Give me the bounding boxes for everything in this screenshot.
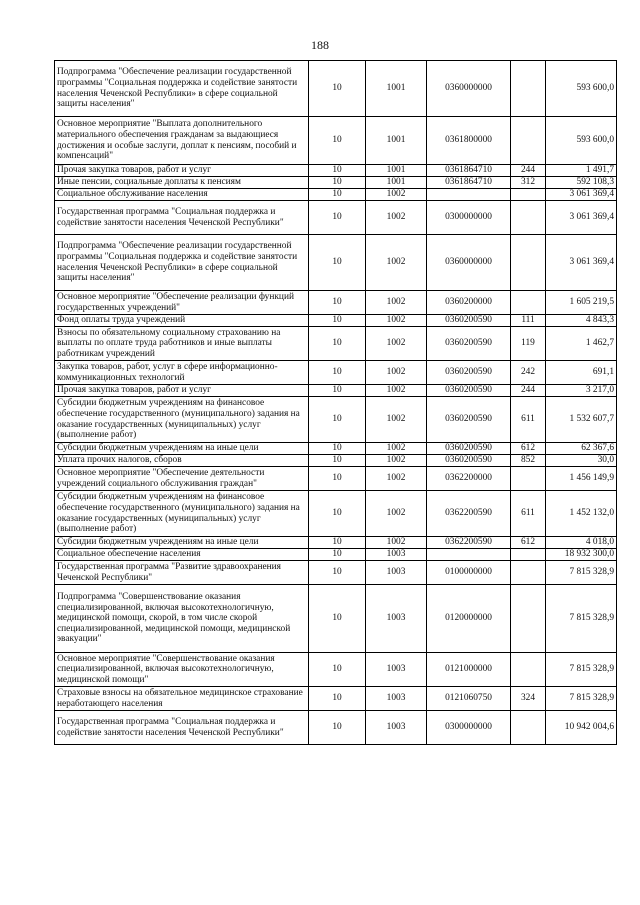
cell-name: Подпрограмма "Обеспечение реализации государственной программы "Социальная поддержка и содействие занятости населения Чеченской Республики» в сфере социальной защиты населения"	[55, 235, 309, 291]
cell-expense-type	[511, 467, 546, 491]
table-row	[55, 361, 617, 385]
table-row	[55, 235, 617, 291]
table-row	[55, 537, 617, 549]
cell-name: Социальное обеспечение населения	[55, 549, 309, 561]
table-row	[55, 117, 617, 165]
cell-name: Субсидии бюджетным учреждениям на финансовое обеспечение государственного (муниципального) задания на оказание государственных (муниципальных) услуг (выполнение работ)	[55, 397, 309, 443]
cell-subsection: 1002	[366, 315, 427, 327]
cell-subsection: 1002	[366, 235, 427, 291]
cell-section: 10	[309, 653, 366, 687]
cell-expense-type: 612	[511, 537, 546, 549]
cell-section: 10	[309, 177, 366, 189]
cell-expense-type	[511, 653, 546, 687]
cell-target-article: 0120000000	[427, 585, 511, 653]
cell-amount: 1 462,7	[546, 327, 617, 361]
cell-expense-type: 612	[511, 443, 546, 455]
cell-amount: 3 061 369,4	[546, 189, 617, 201]
cell-expense-type	[511, 61, 546, 117]
cell-expense-type: 324	[511, 687, 546, 711]
table-row	[55, 455, 617, 467]
table-row	[55, 467, 617, 491]
cell-name: Прочая закупка товаров, работ и услуг	[55, 385, 309, 397]
cell-expense-type: 119	[511, 327, 546, 361]
cell-section: 10	[309, 189, 366, 201]
table-row	[55, 189, 617, 201]
cell-expense-type: 244	[511, 385, 546, 397]
cell-subsection: 1002	[366, 189, 427, 201]
table-row	[55, 711, 617, 745]
table-row	[55, 491, 617, 537]
cell-section: 10	[309, 455, 366, 467]
table-row	[55, 61, 617, 117]
cell-expense-type: 852	[511, 455, 546, 467]
cell-subsection: 1002	[366, 467, 427, 491]
table-row	[55, 397, 617, 443]
table-row	[55, 687, 617, 711]
cell-amount: 691,1	[546, 361, 617, 385]
cell-name: Основное мероприятие "Обеспечение деятельности учреждений социального обслуживания граждан"	[55, 467, 309, 491]
cell-amount: 593 600,0	[546, 61, 617, 117]
cell-section: 10	[309, 711, 366, 745]
cell-amount: 1 452 132,0	[546, 491, 617, 537]
cell-amount: 10 942 004,6	[546, 711, 617, 745]
table-row	[55, 443, 617, 455]
cell-amount: 7 815 328,9	[546, 687, 617, 711]
cell-expense-type	[511, 117, 546, 165]
cell-expense-type	[511, 291, 546, 315]
cell-target-article	[427, 189, 511, 201]
table-row	[55, 585, 617, 653]
cell-section: 10	[309, 585, 366, 653]
cell-target-article	[427, 549, 511, 561]
cell-name: Закупка товаров, работ, услуг в сфере информационно-коммуникационных технологий	[55, 361, 309, 385]
cell-subsection: 1002	[366, 455, 427, 467]
cell-section: 10	[309, 201, 366, 235]
table-row	[55, 177, 617, 189]
cell-target-article: 0300000000	[427, 201, 511, 235]
cell-subsection: 1002	[366, 491, 427, 537]
cell-target-article: 0362200590	[427, 491, 511, 537]
cell-amount: 7 815 328,9	[546, 653, 617, 687]
cell-amount: 62 367,6	[546, 443, 617, 455]
cell-amount: 7 815 328,9	[546, 585, 617, 653]
cell-amount: 3 061 369,4	[546, 201, 617, 235]
cell-target-article: 0100000000	[427, 561, 511, 585]
cell-target-article: 0362200000	[427, 467, 511, 491]
cell-subsection: 1001	[366, 117, 427, 165]
cell-amount: 1 605 219,5	[546, 291, 617, 315]
cell-amount: 3 217,0	[546, 385, 617, 397]
cell-section: 10	[309, 467, 366, 491]
table-row	[55, 561, 617, 585]
cell-amount: 4 018,0	[546, 537, 617, 549]
cell-subsection: 1001	[366, 177, 427, 189]
cell-subsection: 1002	[366, 385, 427, 397]
cell-section: 10	[309, 291, 366, 315]
budget-table	[54, 60, 617, 745]
cell-section: 10	[309, 235, 366, 291]
table-row	[55, 549, 617, 561]
cell-target-article: 0360200590	[427, 361, 511, 385]
cell-target-article: 0121060750	[427, 687, 511, 711]
cell-target-article: 0361864710	[427, 165, 511, 177]
cell-section: 10	[309, 315, 366, 327]
cell-section: 10	[309, 117, 366, 165]
table-row	[55, 385, 617, 397]
cell-name: Социальное обслуживание населения	[55, 189, 309, 201]
cell-amount: 1 532 607,7	[546, 397, 617, 443]
table-row	[55, 201, 617, 235]
table-row	[55, 315, 617, 327]
cell-name: Подпрограмма "Обеспечение реализации государственной программы "Социальная поддержка и содействие занятости населения Чеченской Республики» в сфере социальной защиты населения"	[55, 61, 309, 117]
cell-expense-type: 242	[511, 361, 546, 385]
table-row	[55, 653, 617, 687]
cell-section: 10	[309, 549, 366, 561]
cell-subsection: 1002	[366, 537, 427, 549]
cell-target-article: 0360200590	[427, 327, 511, 361]
cell-name: Прочая закупка товаров, работ и услуг	[55, 165, 309, 177]
cell-subsection: 1002	[366, 443, 427, 455]
cell-expense-type	[511, 549, 546, 561]
cell-name: Основное мероприятие "Совершенствование оказания специализированной, включая высокотехнологичную, медицинской помощи"	[55, 653, 309, 687]
cell-section: 10	[309, 397, 366, 443]
cell-section: 10	[309, 561, 366, 585]
cell-subsection: 1002	[366, 201, 427, 235]
cell-target-article: 0361800000	[427, 117, 511, 165]
cell-amount: 592 108,3	[546, 177, 617, 189]
cell-section: 10	[309, 443, 366, 455]
cell-amount: 30,0	[546, 455, 617, 467]
cell-name: Основное мероприятие "Выплата дополнительного материального обеспечения гражданам за выдающиеся достижения и особые заслуги, доплат к пенсиям, пособий и компенсаций"	[55, 117, 309, 165]
budget-table-body	[55, 61, 617, 745]
cell-name: Взносы по обязательному социальному страхованию на выплаты по оплате труда работников и иные выплаты работникам учреждений	[55, 327, 309, 361]
cell-name: Субсидии бюджетным учреждениям на иные цели	[55, 443, 309, 455]
cell-subsection: 1002	[366, 361, 427, 385]
cell-name: Уплата прочих налогов, сборов	[55, 455, 309, 467]
cell-name: Государственная программа "Развитие здравоохранения Чеченской Республики"	[55, 561, 309, 585]
cell-amount: 7 815 328,9	[546, 561, 617, 585]
cell-amount: 1 491,7	[546, 165, 617, 177]
cell-subsection: 1002	[366, 327, 427, 361]
cell-subsection: 1001	[366, 61, 427, 117]
cell-target-article: 0360200000	[427, 291, 511, 315]
cell-name: Иные пенсии, социальные доплаты к пенсиям	[55, 177, 309, 189]
cell-subsection: 1003	[366, 549, 427, 561]
cell-expense-type	[511, 585, 546, 653]
cell-section: 10	[309, 537, 366, 549]
cell-name: Государственная программа "Социальная поддержка и содействие занятости населения Чеченской Республики"	[55, 711, 309, 745]
cell-target-article: 0360200590	[427, 315, 511, 327]
cell-subsection: 1002	[366, 397, 427, 443]
cell-subsection: 1001	[366, 165, 427, 177]
cell-subsection: 1002	[366, 291, 427, 315]
cell-subsection: 1003	[366, 653, 427, 687]
cell-name: Государственная программа "Социальная поддержка и содействие занятости населения Чеченской Республики"	[55, 201, 309, 235]
table-row	[55, 291, 617, 315]
cell-section: 10	[309, 687, 366, 711]
cell-amount: 3 061 369,4	[546, 235, 617, 291]
cell-target-article: 0360200590	[427, 443, 511, 455]
cell-section: 10	[309, 61, 366, 117]
cell-section: 10	[309, 361, 366, 385]
cell-target-article: 0360000000	[427, 235, 511, 291]
cell-expense-type	[511, 235, 546, 291]
cell-expense-type	[511, 711, 546, 745]
cell-name: Подпрограмма "Совершенствование оказания специализированной, включая высокотехнологичную, медицинской помощи, скорой, в том числе скорой специализированной, медицинской помощи, медицинской эвакуации"	[55, 585, 309, 653]
table-row	[55, 165, 617, 177]
cell-amount: 1 456 149,9	[546, 467, 617, 491]
cell-target-article: 0362200590	[427, 537, 511, 549]
page-number: 188	[311, 38, 329, 52]
cell-target-article: 0360200590	[427, 455, 511, 467]
cell-target-article: 0360000000	[427, 61, 511, 117]
cell-target-article: 0360200590	[427, 397, 511, 443]
cell-section: 10	[309, 327, 366, 361]
cell-expense-type: 244	[511, 165, 546, 177]
cell-expense-type: 111	[511, 315, 546, 327]
cell-subsection: 1003	[366, 711, 427, 745]
cell-amount: 4 843,3	[546, 315, 617, 327]
cell-target-article: 0300000000	[427, 711, 511, 745]
table-row	[55, 327, 617, 361]
cell-expense-type	[511, 189, 546, 201]
cell-name: Субсидии бюджетным учреждениям на финансовое обеспечение государственного (муниципального) задания на оказание государственных (муниципальных) услуг (выполнение работ)	[55, 491, 309, 537]
cell-target-article: 0360200590	[427, 385, 511, 397]
cell-section: 10	[309, 165, 366, 177]
cell-subsection: 1003	[366, 687, 427, 711]
cell-name: Основное мероприятие "Обеспечение реализации функций государственных учреждений"	[55, 291, 309, 315]
cell-expense-type	[511, 201, 546, 235]
cell-section: 10	[309, 385, 366, 397]
cell-subsection: 1003	[366, 561, 427, 585]
cell-expense-type: 312	[511, 177, 546, 189]
cell-expense-type: 611	[511, 491, 546, 537]
cell-amount: 593 600,0	[546, 117, 617, 165]
cell-name: Субсидии бюджетным учреждениям на иные цели	[55, 537, 309, 549]
cell-expense-type	[511, 561, 546, 585]
cell-expense-type: 611	[511, 397, 546, 443]
cell-name: Страховые взносы на обязательное медицинское страхование неработающего населения	[55, 687, 309, 711]
cell-amount: 18 932 300,0	[546, 549, 617, 561]
cell-target-article: 0361864710	[427, 177, 511, 189]
cell-target-article: 0121000000	[427, 653, 511, 687]
cell-section: 10	[309, 491, 366, 537]
cell-subsection: 1003	[366, 585, 427, 653]
cell-name: Фонд оплаты труда учреждений	[55, 315, 309, 327]
